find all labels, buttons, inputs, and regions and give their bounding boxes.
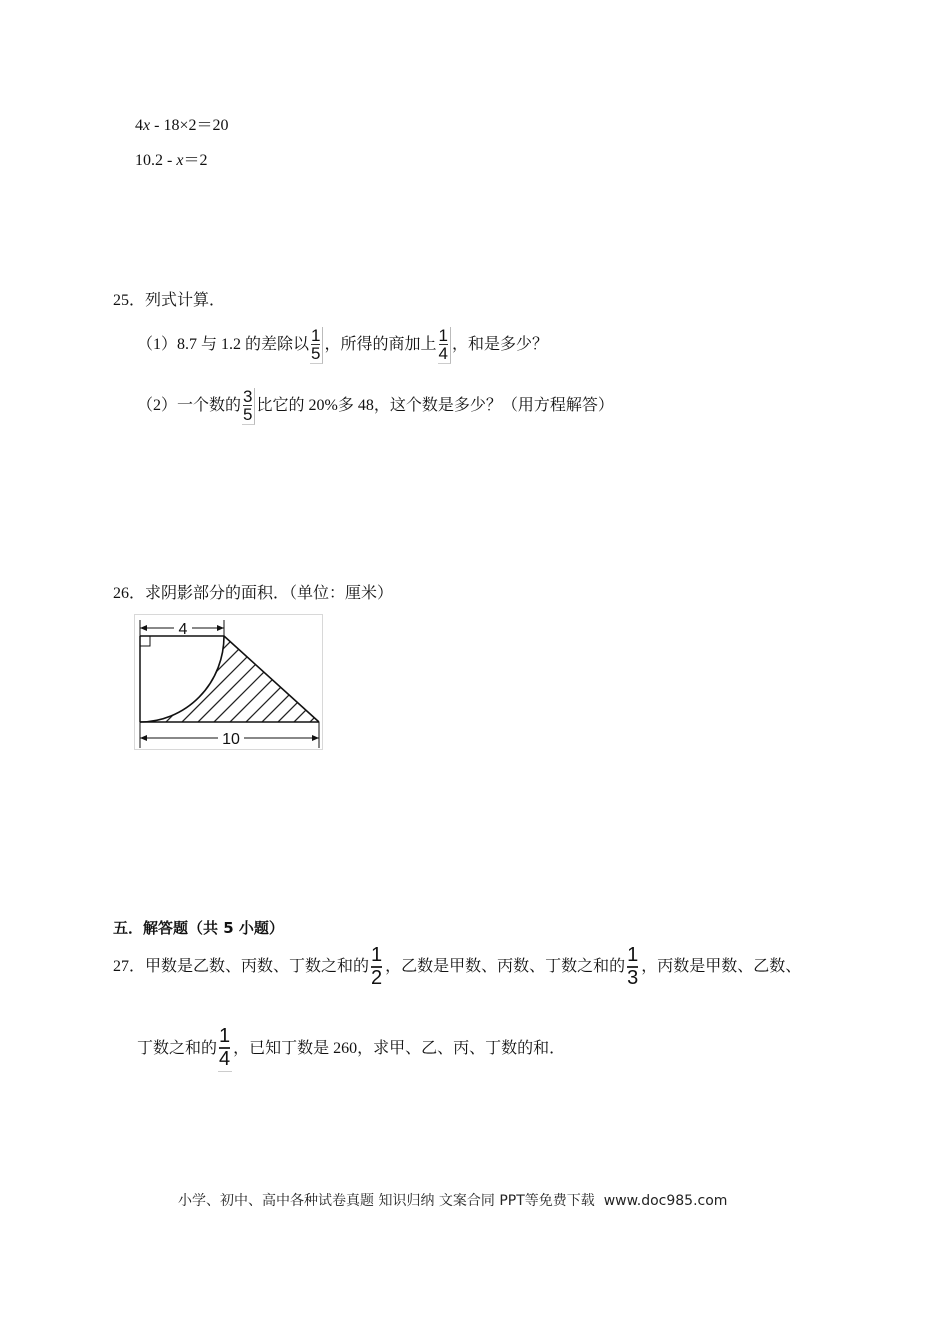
equation-2: 10.2 - x＝2 bbox=[135, 152, 208, 169]
shaded-area-figure bbox=[134, 614, 324, 750]
q25-part2: （2）一个数的 $\frac{3}{5}$ 比它的 20%多 48，这个数是多少？（用方程解答） bbox=[137, 386, 614, 424]
q27-line1: 27．甲数是乙数、丙数、丁数之和的 $\frac{1}{2}$ ，乙数是甲数、丙数、丁数之和的 $\frac{1}{3}$ ，丙数是甲数、乙数、 bbox=[113, 943, 802, 989]
footer-url[interactable]: www.doc985.com bbox=[603, 1193, 728, 1209]
fraction-one-quarter: $\frac{1}{4}$ bbox=[219, 1025, 231, 1071]
dimension-label-bottom: 10 bbox=[222, 731, 240, 748]
q26-title: 26．求阴影部分的面积．（单位：厘米） bbox=[113, 585, 394, 602]
fraction-one-half: $\frac{1}{2}$ bbox=[371, 943, 383, 989]
variable-x: x bbox=[176, 152, 184, 169]
fraction-one-third: $\frac{1}{3}$ bbox=[627, 943, 639, 989]
fraction-one-fifth: $\frac{1}{5}$ bbox=[310, 327, 323, 364]
dimension-label-top: 4 bbox=[178, 621, 188, 638]
variable-x: x bbox=[143, 117, 151, 134]
footer-text: 小学、初中、高中各种试卷真题 知识归纳 文案合同 PPT等免费下载 bbox=[178, 1193, 595, 1209]
hatching bbox=[134, 624, 324, 744]
equation-1: 4x - 18×2＝20 bbox=[135, 117, 229, 134]
page-footer bbox=[178, 1191, 727, 1211]
section-5-heading: 五．解答题（共 5 小题） bbox=[113, 919, 284, 937]
fraction-one-quarter: $\frac{1}{4}$ bbox=[438, 327, 451, 364]
q25-part1: （1）8.7 与 1.2 的差除以 $\frac{1}{5}$ ，所得的商加上 $\frac{1}{4}$ ，和是多少？ bbox=[137, 325, 548, 363]
fraction-three-fifths: $\frac{3}{5}$ bbox=[242, 388, 255, 425]
q25-title: 25．列式计算． bbox=[113, 292, 226, 309]
q27-line2: 丁数之和的 $\frac{1}{4}$ ，已知丁数是 260，求甲、乙、丙、丁数的和． bbox=[137, 1025, 566, 1071]
